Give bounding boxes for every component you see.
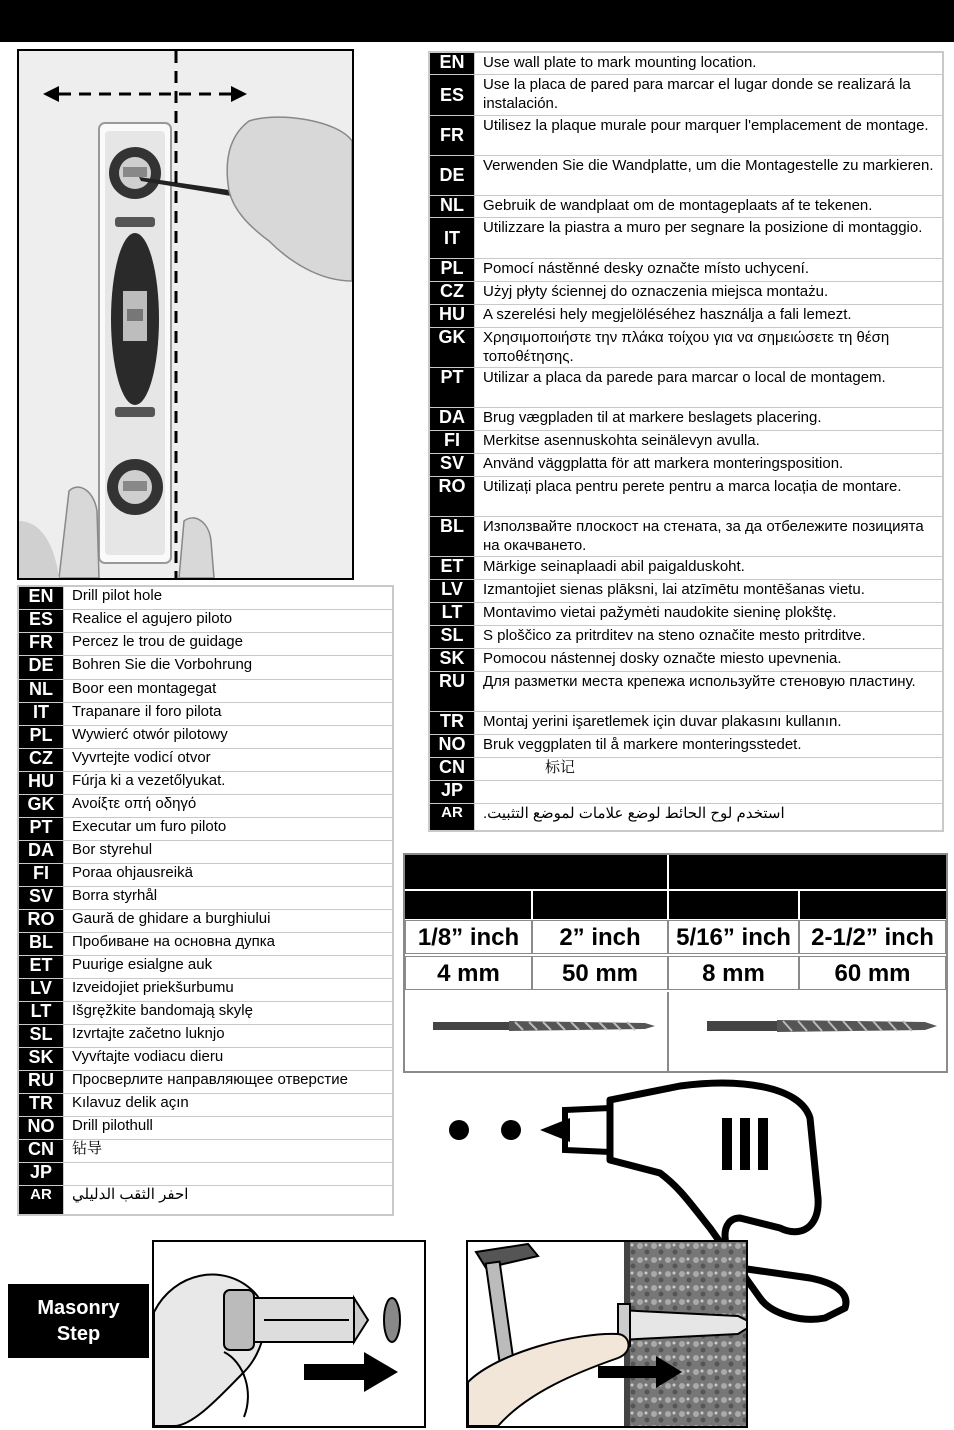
- top-header-bar: [0, 0, 954, 42]
- lang-code: BL: [18, 932, 64, 955]
- lang-code: JP: [18, 1162, 64, 1185]
- lang-code: RU: [429, 671, 475, 711]
- table-row: [429, 757, 943, 780]
- instruction-text: Izvrtajte začetno luknjo: [64, 1024, 394, 1047]
- lang-code: IT: [18, 702, 64, 725]
- instruction-text: Använd väggplatta för att markera monteringsposition.: [475, 453, 944, 476]
- table-row: [429, 579, 943, 602]
- lang-code: SL: [18, 1024, 64, 1047]
- table-row: [429, 115, 943, 155]
- header-divider: [667, 891, 669, 919]
- header-divider: [667, 855, 669, 889]
- instruction-text: Drill pilothull: [64, 1116, 394, 1139]
- instruction-text: 钻导: [64, 1139, 394, 1162]
- table-row: [429, 648, 943, 671]
- instruction-text: Merkitse asennuskohta seinälevyn avulla.: [475, 430, 944, 453]
- table-row: [429, 367, 943, 407]
- lang-code: CZ: [18, 748, 64, 771]
- dot-icon: [449, 1120, 469, 1140]
- drill-bit-large-cell: [669, 992, 946, 1071]
- table-row: [18, 1024, 393, 1047]
- instruction-text: Poraa ohjausreikä: [64, 863, 394, 886]
- table-row: [429, 780, 943, 803]
- instruction-text: Vyvrtejte vodicí otvor: [64, 748, 394, 771]
- lang-code: HU: [429, 304, 475, 327]
- table-row: [429, 304, 943, 327]
- table-row: [18, 1139, 393, 1162]
- drill-bit-small-cell: [405, 992, 669, 1071]
- instruction-text: Išgręžkite bandomają skylę: [64, 1001, 394, 1024]
- instruction-text: Izmantojiet sienas plāksni, lai atzīmētu montēšanas vietu.: [475, 579, 944, 602]
- instruction-text: Ανοίξτε οπή οδηγό: [64, 794, 394, 817]
- table-row: [18, 632, 393, 655]
- instruction-text: Borra styrhål: [64, 886, 394, 909]
- lang-code: CN: [18, 1139, 64, 1162]
- lang-code: RU: [18, 1070, 64, 1093]
- lang-code: CZ: [429, 281, 475, 304]
- instruction-text: Percez le trou de guidage: [64, 632, 394, 655]
- instruction-text: Для разметки места крепежа используйте стеновую пластину.: [475, 671, 944, 711]
- lang-code: ET: [429, 556, 475, 579]
- instruction-text: Wywierć otwór pilotowy: [64, 725, 394, 748]
- lang-code: CN: [429, 757, 475, 780]
- mark-mounting-location-table: [428, 51, 944, 832]
- lang-code: PL: [429, 258, 475, 281]
- instruction-text: Utilizați placa pentru perete pentru a marca locația de montare.: [475, 476, 944, 516]
- instruction-text: Fúrja ki a vezetőlyukat.: [64, 771, 394, 794]
- instruction-text: Utilisez la plaque murale pour marquer l'emplacement de montage.: [475, 115, 944, 155]
- table-row: [429, 52, 943, 74]
- lang-code: JP: [429, 780, 475, 803]
- instruction-text: Executar um furo piloto: [64, 817, 394, 840]
- lang-code: LV: [429, 579, 475, 602]
- table-row: [18, 1116, 393, 1139]
- table-row: [18, 1093, 393, 1116]
- instruction-text: Bruk veggplaten til å markere monteringsstedet.: [475, 734, 944, 757]
- anchor-hammer-figure: [466, 1240, 748, 1428]
- instruction-text: Bor styrehul: [64, 840, 394, 863]
- header-divider: [531, 891, 533, 919]
- lang-code: ES: [429, 74, 475, 115]
- table-row: [429, 734, 943, 757]
- instruction-text: Пробиване на основна дупка: [64, 932, 394, 955]
- table-row: [429, 671, 943, 711]
- instruction-text: Χρησιμοποιήστε την πλάκα τοίχου για να σημειώσετε τη θέση τοποθέτησης.: [475, 327, 944, 367]
- table-row: [18, 609, 393, 632]
- spec-imperial-4: 2-1/2” inch: [799, 920, 946, 954]
- table-row: [18, 794, 393, 817]
- table-row: [18, 586, 393, 609]
- instruction-text: Verwenden Sie die Wandplatte, um die Montagestelle zu markieren.: [475, 155, 944, 195]
- table-row: [18, 771, 393, 794]
- instruction-text: Просверлите направляющее отверстие: [64, 1070, 394, 1093]
- instruction-text: Trapanare il foro pilota: [64, 702, 394, 725]
- instruction-text: Realice el agujero piloto: [64, 609, 394, 632]
- lang-code: LT: [429, 602, 475, 625]
- lang-code: NL: [429, 195, 475, 217]
- table-row: [18, 1070, 393, 1093]
- lang-code: DA: [18, 840, 64, 863]
- instruction-text: Bohren Sie die Vorbohrung: [64, 655, 394, 679]
- lang-code: BL: [429, 516, 475, 556]
- table-row: [18, 955, 393, 978]
- lang-code: FI: [18, 863, 64, 886]
- table-row: [18, 679, 393, 702]
- instruction-text: Kılavuz delik açın: [64, 1093, 394, 1116]
- instruction-text: Brug vægpladen til at markere beslagets placering.: [475, 407, 944, 430]
- lang-code: HU: [18, 771, 64, 794]
- instruction-text: احفر الثقب الدليلي: [64, 1185, 394, 1215]
- lang-code: SK: [429, 648, 475, 671]
- instruction-text: Use la placa de pared para marcar el lugar donde se realizará la instalación.: [475, 74, 944, 115]
- table-row: [429, 327, 943, 367]
- table-row: [18, 1047, 393, 1070]
- lang-code: DA: [429, 407, 475, 430]
- spec-imperial-1: 1/8” inch: [405, 920, 532, 954]
- masonry-step-line2: Step: [56, 1323, 101, 1345]
- anchor-hammer-illustration: [468, 1242, 746, 1426]
- masonry-step-line1: Masonry: [37, 1297, 120, 1319]
- lang-code: NL: [18, 679, 64, 702]
- table-row: [18, 1185, 393, 1215]
- instruction-text: Pomocou nástennej dosky označte miesto upevnenia.: [475, 648, 944, 671]
- instruction-text: Boor een montagegat: [64, 679, 394, 702]
- table-row: [429, 803, 943, 831]
- instruction-text: Utilizzare la piastra a muro per segnare la posizione di montaggio.: [475, 217, 944, 258]
- lang-code: GK: [18, 794, 64, 817]
- lang-code: SL: [429, 625, 475, 648]
- table-row: [18, 840, 393, 863]
- table-row: [429, 217, 943, 258]
- table-row: [18, 1162, 393, 1185]
- instruction-text: Vyvŕtajte vodiacu dieru: [64, 1047, 394, 1070]
- instruction-text: Използвайте плоскост на стената, за да отбележите позицията на окачването.: [475, 516, 944, 556]
- instruction-text: Use wall plate to mark mounting location.: [475, 52, 944, 74]
- instruction-text: Montavimo vietai pažymėti naudokite sieninę plokštę.: [475, 602, 944, 625]
- table-row: [18, 1001, 393, 1024]
- instruction-text: Izveidojiet priekšurbumu: [64, 978, 394, 1001]
- instruction-text: Gebruik de wandplaat om de montageplaats af te tekenen.: [475, 195, 944, 217]
- instruction-text: Drill pilot hole: [64, 586, 394, 609]
- instruction-text: Użyj płyty ściennej do oznaczenia miejsca montażu.: [475, 281, 944, 304]
- lang-code: FR: [429, 115, 475, 155]
- level-marking-photo: [17, 49, 354, 580]
- spec-imperial-3: 5/16” inch: [668, 920, 799, 954]
- spec-metric-1: 4 mm: [405, 956, 532, 990]
- instruction-text: Puurige esialgne auk: [64, 955, 394, 978]
- lang-code: PL: [18, 725, 64, 748]
- header-divider: [798, 891, 800, 919]
- table-row: [18, 655, 393, 679]
- table-row: [18, 748, 393, 771]
- table-row: [429, 258, 943, 281]
- lang-code: FR: [18, 632, 64, 655]
- table-row: [18, 725, 393, 748]
- lang-code: EN: [18, 586, 64, 609]
- spec-metric-2: 50 mm: [532, 956, 668, 990]
- spec-header-row-1: [405, 855, 946, 889]
- table-row: [429, 625, 943, 648]
- instruction-text: استخدم لوح الحائط لوضع علامات لموضع التثبيت.: [475, 803, 944, 831]
- lang-code: ET: [18, 955, 64, 978]
- drill-bit-large-icon: [669, 992, 946, 1071]
- lang-code: NO: [18, 1116, 64, 1139]
- instruction-text: Montaj yerini işaretlemek için duvar plakasını kullanın.: [475, 711, 944, 734]
- lang-code: PT: [18, 817, 64, 840]
- spec-header-row-2: [405, 891, 946, 919]
- lang-code: LV: [18, 978, 64, 1001]
- level-marking-illustration: [19, 51, 352, 578]
- table-row: [18, 702, 393, 725]
- table-row: [429, 602, 943, 625]
- lang-code: RO: [18, 909, 64, 932]
- lang-code: NO: [429, 734, 475, 757]
- instruction-text: Märkige seinaplaadi abil paigalduskoht.: [475, 556, 944, 579]
- lang-code: DE: [18, 655, 64, 679]
- table-row: [429, 476, 943, 516]
- lang-code: FI: [429, 430, 475, 453]
- instruction-text: Pomocí nástěnné desky označte místo uchycení.: [475, 258, 944, 281]
- lang-code: SK: [18, 1047, 64, 1070]
- spec-imperial-2: 2” inch: [532, 920, 668, 954]
- table-row: [18, 817, 393, 840]
- table-row: [429, 430, 943, 453]
- lang-code: SV: [429, 453, 475, 476]
- lang-code: AR: [429, 803, 475, 831]
- table-row: [429, 155, 943, 195]
- instruction-text: S ploščico za pritrditev na steno označite mesto pritrditve.: [475, 625, 944, 648]
- table-row: [429, 453, 943, 476]
- spec-metric-3: 8 mm: [668, 956, 799, 990]
- dot-icon: [501, 1120, 521, 1140]
- masonry-step-label: [8, 1284, 149, 1358]
- instruction-text: A szerelési hely megjelöléséhez használja a fali lemezt.: [475, 304, 944, 327]
- table-row: [18, 932, 393, 955]
- lang-code: EN: [429, 52, 475, 74]
- table-row: [18, 886, 393, 909]
- table-row: [429, 711, 943, 734]
- lang-code: AR: [18, 1185, 64, 1215]
- lang-code: TR: [429, 711, 475, 734]
- table-row: [18, 863, 393, 886]
- anchor-insert-illustration: [154, 1242, 424, 1426]
- spec-metric-4: 60 mm: [799, 956, 946, 990]
- drill-bit-spec-table: [403, 853, 948, 1073]
- instruction-text: 标记: [475, 757, 944, 780]
- drill-bit-small-icon: [405, 992, 667, 1071]
- lang-code: SV: [18, 886, 64, 909]
- lang-code: LT: [18, 1001, 64, 1024]
- anchor-insert-figure: [152, 1240, 426, 1428]
- lang-code: RO: [429, 476, 475, 516]
- table-row: [429, 407, 943, 430]
- instruction-text: [64, 1162, 394, 1185]
- lang-code: ES: [18, 609, 64, 632]
- lang-code: PT: [429, 367, 475, 407]
- lang-code: DE: [429, 155, 475, 195]
- lang-code: IT: [429, 217, 475, 258]
- table-row: [429, 516, 943, 556]
- table-row: [429, 74, 943, 115]
- lang-code: GK: [429, 327, 475, 367]
- instruction-text: [475, 780, 944, 803]
- table-row: [18, 978, 393, 1001]
- instruction-text: Gaură de ghidare a burghiului: [64, 909, 394, 932]
- lang-code: TR: [18, 1093, 64, 1116]
- instruction-text: Utilizar a placa da parede para marcar o local de montagem.: [475, 367, 944, 407]
- drill-pilot-hole-table: [17, 585, 394, 1216]
- table-row: [429, 281, 943, 304]
- table-row: [18, 909, 393, 932]
- table-row: [429, 195, 943, 217]
- table-row: [429, 556, 943, 579]
